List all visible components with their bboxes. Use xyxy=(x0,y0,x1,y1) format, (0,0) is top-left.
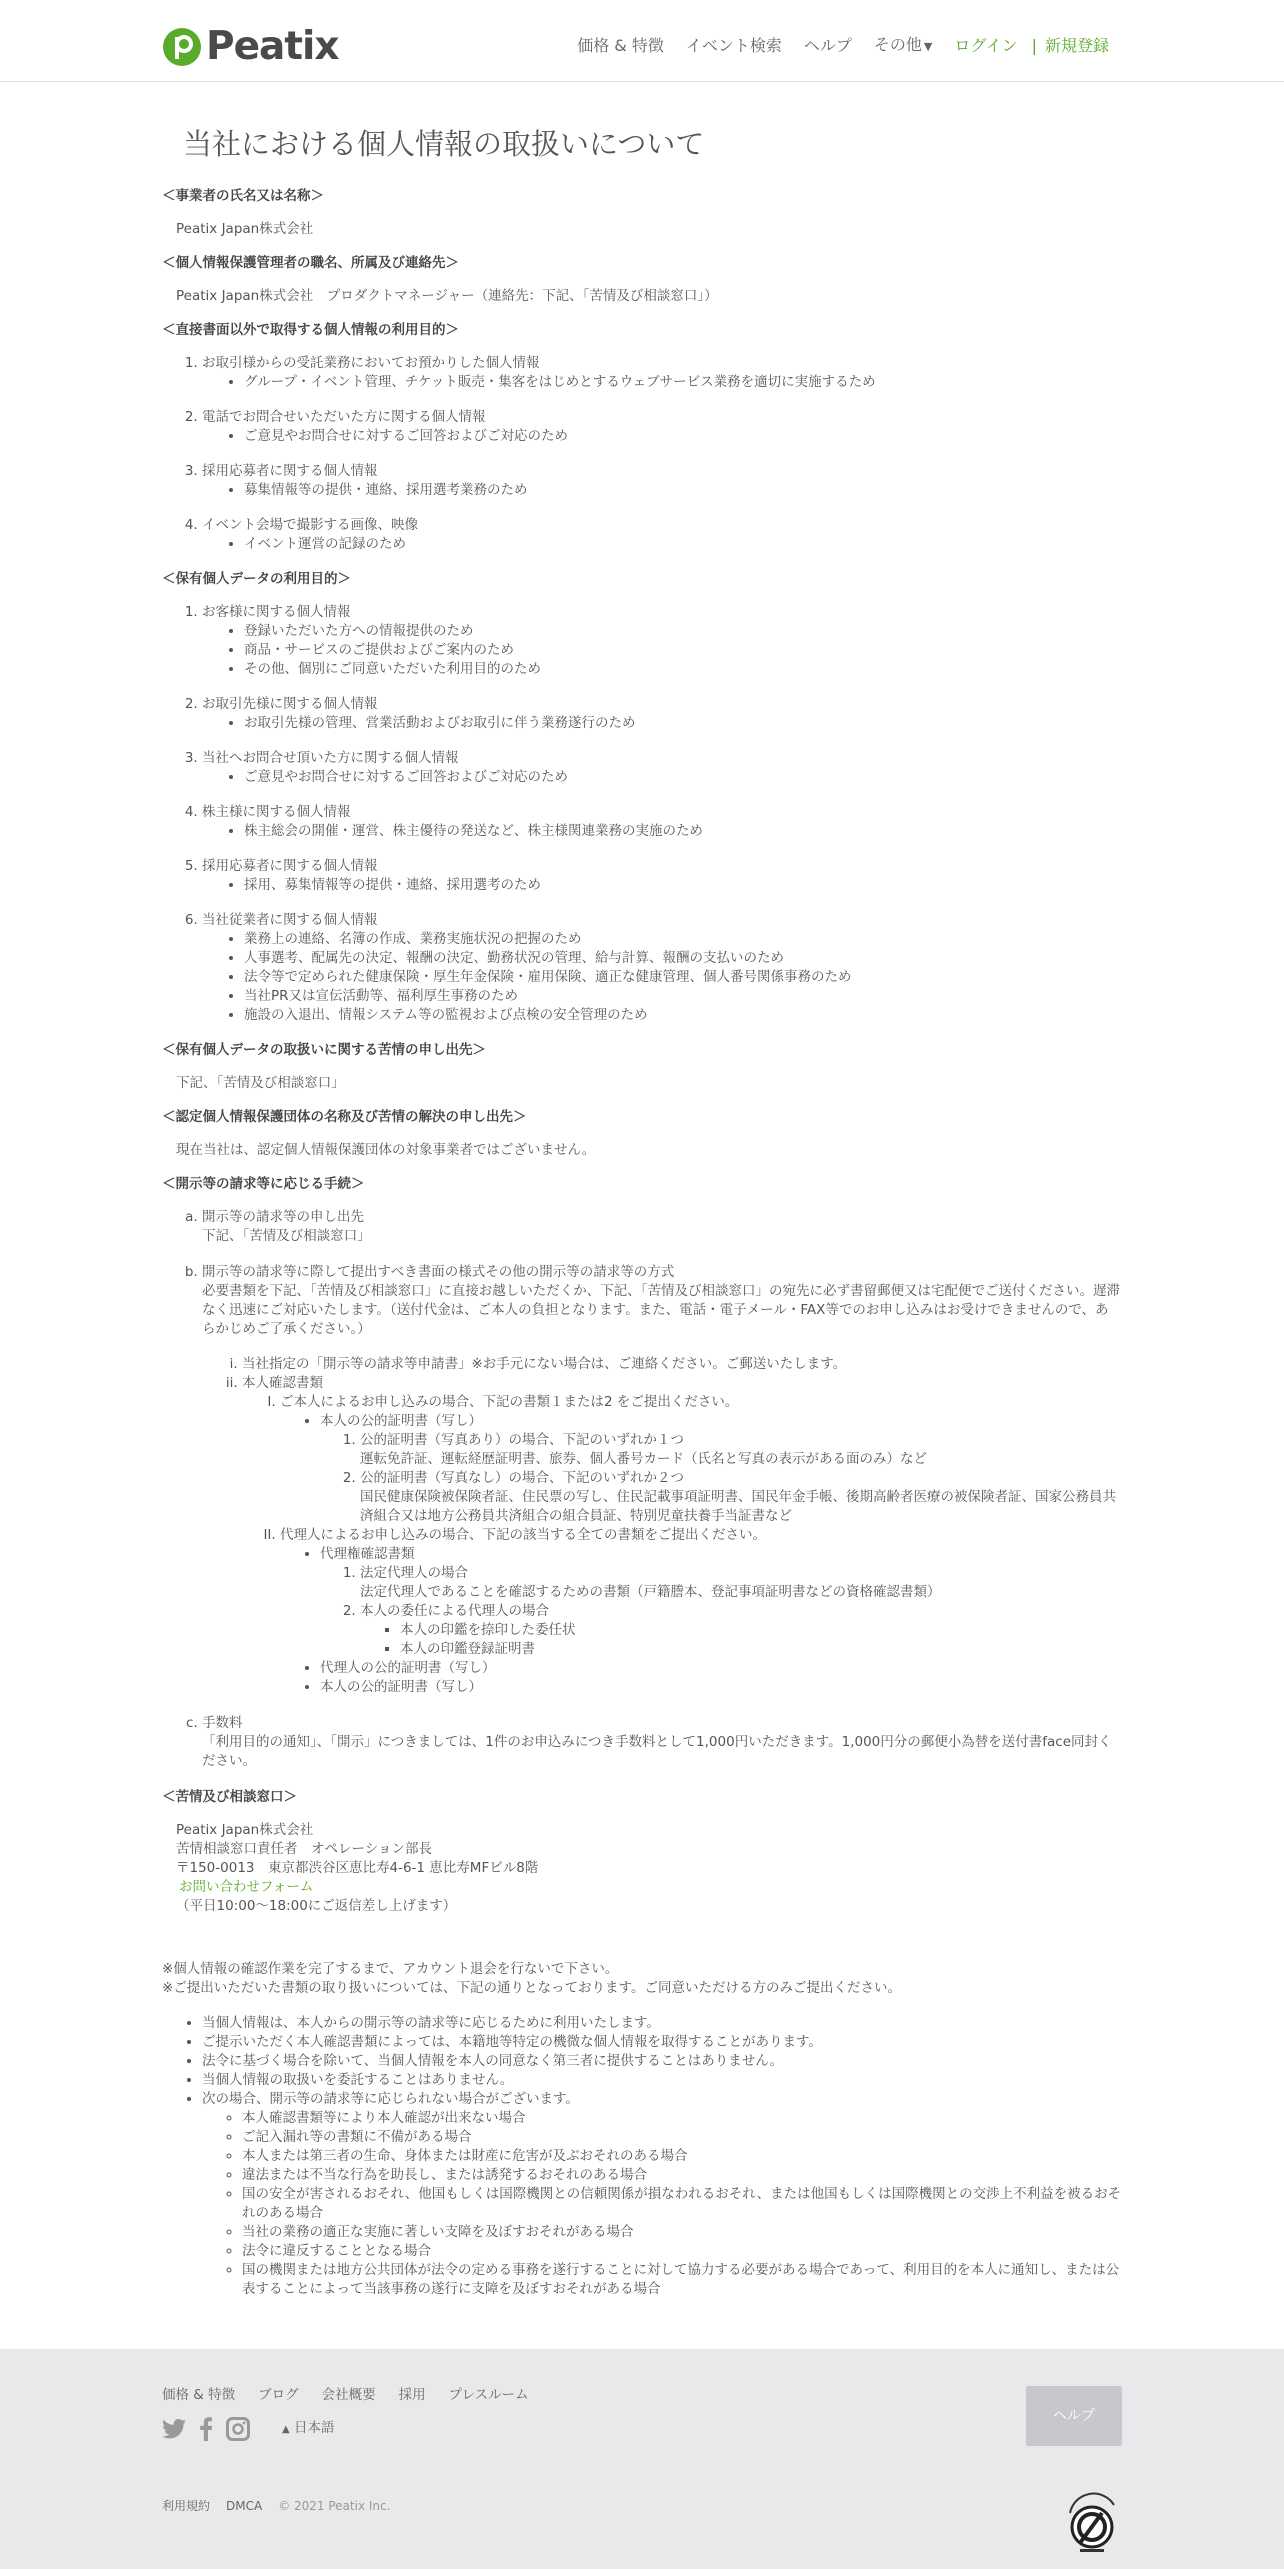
proxy-type-list xyxy=(360,1564,1122,1659)
list-item: • 当個人情報の取扱いを委託することはありません。 xyxy=(202,2071,1122,2090)
list-item: • 当個人情報は、本人からの開示等の請求等に応じるために利用いたします。 xyxy=(202,2014,1122,2033)
item-label: 採用応募者に関する個人情報 xyxy=(202,858,378,874)
item-body: 運転免許証、運転経歴証明書、旅券、個人番号カード（氏名と写真の表示がある面のみ）など xyxy=(360,1451,927,1467)
list-item: • ご提示いただく本人確認書類によっては、本籍地等特定の機微な個人情報を取得することがあります。 xyxy=(202,2033,1122,2052)
list-item xyxy=(320,1412,1122,1526)
list-item: ▪ 本人の印鑑を捺印した委任状 xyxy=(400,1621,1122,1640)
footer-link-careers[interactable]: 採用 xyxy=(398,2387,426,2403)
list-item xyxy=(202,2090,1122,2299)
section-heading: ＜事業者の氏名又は名称＞ xyxy=(162,188,324,204)
sub-item: • 人事選考、配属先の決定、報酬の決定、勤務状況の管理、給与計算、報酬の支払いのため xyxy=(244,949,1122,968)
item-label: 1. 法定代理人の場合 xyxy=(360,1565,468,1581)
item-label: 1. 公的証明書（写真あり）の場合、下記のいずれか１つ xyxy=(360,1432,684,1448)
twitter-icon[interactable] xyxy=(162,2419,186,2439)
item-label: 次の場合、開示等の請求等に応じられない場合がございます。 xyxy=(202,2091,579,2107)
sub-item: • お取引先様の管理、営業活動およびお取引に伴う業務遂行のため xyxy=(244,714,1122,733)
item-body: 「利用目的の通知」、「開示」につきましては、1件のお申込みにつき手数料として1,000円いただきます。1,000円分の郵便小為替を送付書face同封ください。 xyxy=(202,1734,1112,1769)
item-body: 国民健康保険被保険者証、住民票の写し、住民記載事項証明書、国民年金手帳、後期高齢者医療の被保険者証、国家公務員共済組合又は地方公務員共済組合の組合員証、特別児童扶養手当証書など xyxy=(360,1489,1116,1524)
sub-item: • 登録いただいた方への情報提供のため xyxy=(244,622,1122,641)
nav-other-label: その他 xyxy=(873,35,922,54)
notice-line: ※ご提出いただいた書類の取り扱いについては、下記の通りとなっております。ご同意いただける方のみご提出ください。 xyxy=(162,1980,901,1996)
language-label: 日本語 xyxy=(294,2420,335,2436)
applicant-type-list xyxy=(280,1393,1122,1697)
notice-line: ※個人情報の確認作業を完了するまで、アカウント退会を行ないで下さい。 xyxy=(162,1961,619,1977)
list-item xyxy=(202,1714,1122,1771)
page-title: 当社における個人情報の取扱いについて xyxy=(183,127,705,161)
purpose-list xyxy=(202,354,1122,554)
item-label: c. 手数料 xyxy=(202,1715,243,1731)
item-label: 本人確認書類 xyxy=(242,1375,323,1391)
sub-item: • 商品・サービスのご提供およびご案内のため xyxy=(244,641,1122,660)
notice-list xyxy=(202,2014,1122,2299)
doc-list xyxy=(320,1545,1122,1697)
item-label: イベント会場で撮影する画像、映像 xyxy=(202,517,418,533)
list-item xyxy=(280,1526,1122,1697)
list-item xyxy=(202,803,1122,841)
item-label: 本人の公的証明書（写し） xyxy=(320,1413,482,1429)
item-label: a. 開示等の請求等の申し出先 xyxy=(202,1209,364,1225)
item-label: 当社従業者に関する個人情報 xyxy=(202,912,378,928)
proxy-doc-list xyxy=(400,1621,1122,1659)
item-label: 株主様に関する個人情報 xyxy=(202,804,351,820)
list-item xyxy=(242,1374,1122,1697)
list-item xyxy=(360,1602,1122,1659)
item-label: お取引様からの受託業務においてお預かりした個人情報 xyxy=(202,355,540,371)
item-label: お取引先様に関する個人情報 xyxy=(202,696,378,712)
sub-item: • ご意見やお問合せに対するご回答およびご対応のため xyxy=(244,427,1122,446)
contact-form-link[interactable]: お問い合わせフォーム xyxy=(179,1879,314,1895)
list-item: • 代理人の公的証明書（写し） xyxy=(320,1659,1122,1678)
list-item: i. 当社指定の「開示等の請求等申請書」※お手元にない場合は、ご連絡ください。ご郵送いたします。 xyxy=(242,1355,1122,1374)
sub-item: • イベント運営の記録のため xyxy=(244,535,1122,554)
peatix-logo-icon xyxy=(162,27,202,67)
list-item xyxy=(202,354,1122,392)
site-footer xyxy=(0,2349,1284,2569)
section-heading: ＜保有個人データの取扱いに関する苦情の申し出先＞ xyxy=(162,1042,486,1058)
caret-down-icon: ▼ xyxy=(923,40,933,53)
list-item xyxy=(202,695,1122,733)
list-item xyxy=(360,1469,1122,1526)
list-item: ◦ 本人または第三者の生命、身体または財産に危害が及ぶおそれのある場合 xyxy=(242,2147,1122,2166)
retained-data-list xyxy=(202,603,1122,1025)
terms-link[interactable]: 利用規約 xyxy=(162,2499,211,2513)
list-item xyxy=(202,603,1122,679)
list-item: • 本人の公的証明書（写し） xyxy=(320,1678,1122,1697)
nav-pricing[interactable]: 価格 & 特徴 xyxy=(577,36,664,55)
section-heading: ＜認定個人情報保護団体の名称及び苦情の解決の申し出先＞ xyxy=(162,1109,527,1125)
privacy-mark-icon xyxy=(1062,2489,1122,2555)
list-item xyxy=(202,516,1122,554)
top-nav xyxy=(555,35,1109,56)
footer-link-blog[interactable]: ブログ xyxy=(258,2387,299,2403)
section-body: 現在当社は、認定個人情報保護団体の対象事業者ではございません。 xyxy=(176,1142,596,1158)
refusal-cases-list xyxy=(242,2109,1122,2299)
section-heading: ＜開示等の請求等に応じる手続＞ xyxy=(162,1176,365,1192)
item-label: b. 開示等の請求等に際して提出すべき書面の様式その他の開示等の請求等の方式 xyxy=(202,1264,675,1280)
sub-item: • 募集情報等の提供・連絡、採用選考業務のため xyxy=(244,481,1122,500)
section-heading: ＜個人情報保護管理者の職名、所属及び連絡先＞ xyxy=(162,255,459,271)
policy-content xyxy=(0,82,1284,2299)
sub-item: • 業務上の連絡、名簿の作成、業務実施状況の把握のため xyxy=(244,930,1122,949)
language-selector[interactable] xyxy=(282,2419,335,2439)
list-item xyxy=(202,1208,1122,1246)
list-item: • 法令に基づく場合を除いて、当個人情報を本人の同意なく第三者に提供することはありません。 xyxy=(202,2052,1122,2071)
dmca-link[interactable]: DMCA xyxy=(226,2499,263,2513)
peatix-logo[interactable] xyxy=(162,24,339,69)
item-label: お客様に関する個人情報 xyxy=(202,604,351,620)
contact-block xyxy=(162,1821,1122,1916)
sub-item: • グループ・イベント管理、チケット販売・集客をはじめとするウェブサービス業務を適切に実施するため xyxy=(244,373,1122,392)
notice-block xyxy=(162,1960,1122,2299)
sub-item: • その他、個別にご同意いただいた利用目的のため xyxy=(244,660,1122,679)
doc-list xyxy=(320,1412,1122,1526)
list-item: ◦ 法令に違反することとなる場合 xyxy=(242,2242,1122,2261)
list-item xyxy=(320,1545,1122,1659)
sub-item: • 当社PR又は宣伝活動等、福利厚生事務のため xyxy=(244,987,1122,1006)
social-links xyxy=(162,2417,335,2441)
triangle-up-icon: ▲ xyxy=(282,2424,290,2435)
list-item: ▪ 本人の印鑑登録証明書 xyxy=(400,1640,1122,1659)
list-item: ◦ 当社の業務の適正な実施に著しい支障を及ぼすおそれがある場合 xyxy=(242,2223,1122,2242)
list-item xyxy=(202,749,1122,787)
section-body: Peatix Japan株式会社 プロダクトマネージャー（連絡先：下記、「苦情及び相談窓口」） xyxy=(176,288,718,304)
list-item xyxy=(202,1263,1122,1697)
contact-address: 〒150-0013 東京都渋谷区恵比寿4-6-1 恵比寿MFビル8階 xyxy=(176,1860,539,1876)
list-item: ◦ 国の安全が害されるおそれ、他国もしくは国際機関との信頼関係が損なわれるおそれ、または他国もしくは国際機関との交渉上不利益を被るおそれのある場合 xyxy=(242,2185,1122,2223)
logo-text: Peatix xyxy=(206,24,339,69)
nav-separator: | xyxy=(1031,36,1037,55)
list-item xyxy=(202,857,1122,895)
list-item xyxy=(280,1393,1122,1526)
contact-hours: （平日10:00～18:00にご返信差し上げます） xyxy=(176,1898,457,1914)
footer-link-about[interactable]: 会社概要 xyxy=(321,2387,376,2403)
nav-help[interactable]: ヘルプ xyxy=(803,36,852,55)
legal-links xyxy=(162,2497,406,2516)
item-body: 下記、「苦情及び相談窓口」 xyxy=(202,1228,371,1244)
list-item: ◦ 国の機関または地方公共団体が法令の定める事務を遂行することに対して協力する必要がある場合であって、利用目的を本人に通知し、または公表することによって当該事務の遂行に支障を及ぼすおそれがある場合 xyxy=(242,2261,1122,2299)
footer-nav xyxy=(162,2386,552,2405)
sub-item: • 株主総会の開催・運営、株主優待の発送など、株主様関連業務の実施のため xyxy=(244,822,1122,841)
nav-login[interactable]: ログイン xyxy=(954,36,1018,55)
item-label: 代理人によるお申し込みの場合、下記の該当する全ての書類をご提出ください。 xyxy=(280,1527,766,1543)
disclosure-procedure-list xyxy=(202,1208,1122,1771)
list-item xyxy=(202,911,1122,1025)
instagram-icon[interactable] xyxy=(226,2417,250,2441)
list-item xyxy=(202,462,1122,500)
site-header xyxy=(0,0,1284,82)
item-label: ご本人によるお申し込みの場合、下記の書類１または2 をご提出ください。 xyxy=(280,1394,739,1410)
section-body: 下記、「苦情及び相談窓口」 xyxy=(176,1075,345,1091)
section-body: Peatix Japan株式会社 xyxy=(176,221,314,237)
section-heading: ＜保有個人データの利用目的＞ xyxy=(162,571,351,587)
nav-event-search[interactable]: イベント検索 xyxy=(685,36,782,55)
required-docs-list xyxy=(242,1355,1122,1697)
list-item xyxy=(360,1431,1122,1469)
list-item: ◦ 本人確認書類等により本人確認が出来ない場合 xyxy=(242,2109,1122,2128)
sub-item: • 施設の入退出、情報システム等の監視および点検の安全管理のため xyxy=(244,1006,1122,1025)
item-label: 当社へお問合せ頂いた方に関する個人情報 xyxy=(202,750,459,766)
sub-item: • ご意見やお問合せに対するご回答およびご対応のため xyxy=(244,768,1122,787)
section-heading: ＜苦情及び相談窓口＞ xyxy=(162,1789,297,1805)
facebook-icon[interactable] xyxy=(200,2417,212,2441)
list-item: ◦ 違法または不当な行為を助長し、または誘発するおそれのある場合 xyxy=(242,2166,1122,2185)
list-item: ◦ ご記入漏れ等の書類に不備がある場合 xyxy=(242,2128,1122,2147)
item-label: 代理権確認書類 xyxy=(320,1546,415,1562)
copyright: © 2021 Peatix Inc. xyxy=(278,2499,391,2513)
id-option-list xyxy=(360,1431,1122,1526)
footer-link-pricing[interactable]: 価格 & 特徴 xyxy=(162,2387,236,2403)
contact-manager: 苦情相談窓口責任者 オペレーション部長 xyxy=(176,1841,432,1857)
item-label: 電話でお問合せいただいた方に関する個人情報 xyxy=(202,409,486,425)
item-label: 2. 本人の委任による代理人の場合 xyxy=(360,1603,549,1619)
item-body: 必要書類を下記、「苦情及び相談窓口」に直接お越しいただくか、下記、「苦情及び相談窓口」の宛先に必ず書留郵便又は宅配便でご送付ください。遅滞なく迅速にご対応いたします。（送付代金は、ご本人の負担となります。また、電話・電子メール・FAX等でのお申し込みはお受けできませんので、あらかじめご了承ください。） xyxy=(202,1283,1120,1337)
nav-signup[interactable]: 新規登録 xyxy=(1044,36,1109,55)
contact-company: Peatix Japan株式会社 xyxy=(176,1822,314,1838)
help-button[interactable]: ヘルプ xyxy=(1026,2386,1122,2446)
item-label: 採用応募者に関する個人情報 xyxy=(202,463,378,479)
footer-link-press[interactable]: プレスルーム xyxy=(448,2387,529,2403)
list-item xyxy=(202,408,1122,446)
item-label: 2. 公的証明書（写真なし）の場合、下記のいずれか２つ xyxy=(360,1470,684,1486)
nav-other[interactable] xyxy=(874,35,932,56)
sub-item: • 採用、募集情報等の提供・連絡、採用選考のため xyxy=(244,876,1122,895)
list-item xyxy=(360,1564,1122,1602)
section-heading: ＜直接書面以外で取得する個人情報の利用目的＞ xyxy=(162,322,459,338)
item-body: 法定代理人であることを確認するための書類（戸籍謄本、登記事項証明書などの資格確認書類） xyxy=(360,1584,941,1600)
sub-item: • 法令等で定められた健康保険・厚生年金保険・雇用保険、適正な健康管理、個人番号関係事務のため xyxy=(244,968,1122,987)
